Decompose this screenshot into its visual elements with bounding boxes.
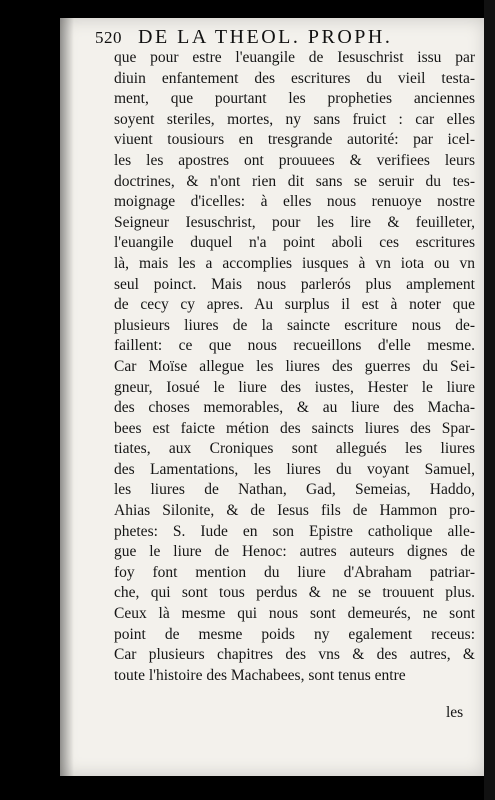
text-line: ment, que pourtant les propheties anciennes <box>114 90 475 108</box>
running-head: DE LA THEOL. PROPH. <box>138 26 393 48</box>
text-line: point de mesme poids ny egalement receus: <box>114 625 475 643</box>
text-line: les les apostres ont prouuees & verifiees leurs <box>114 151 475 169</box>
text-line: Car Moïse allegue les liures des guerres du Sei- <box>114 357 475 375</box>
text-line: de cecy cy apres. Au surplus il est à noter que <box>114 296 475 314</box>
text-line: plusieurs liures de la saincte escriture nous de- <box>114 316 475 334</box>
text-line: gneur, Iosué le liure des iustes, Hester le liure <box>114 378 475 396</box>
text-line: doctrines, & n'ont rien dit sans se seruir du tes- <box>114 172 475 190</box>
text-line: foy font mention du liure d'Abraham patriar- <box>114 563 475 581</box>
text-line: des Lamentations, les liures du voyant Samuel, <box>114 460 475 478</box>
text-line: bees est faicte métion des saincts liures des Spar- <box>114 419 475 437</box>
text-line: seul poinct. Mais nous parlerós plus amplement <box>114 275 475 293</box>
page-number: 520 <box>95 28 122 47</box>
text-line: les liures de Nathan, Gad, Semeias, Haddo, <box>114 481 475 499</box>
text-line: phetes: S. Iude en son Epistre catholique alle- <box>114 522 475 540</box>
text-line: que pour estre l'euangile de Iesuschrist issu par <box>114 49 475 66</box>
text-line: gue le liure de Henoc: autres auteurs dignes de <box>114 543 475 561</box>
text-line: tiates, aux Croniques sont allegués les liures <box>114 440 475 458</box>
text-line: l'euangile duquel n'a point aboli ces escritures <box>114 234 475 252</box>
text-line: che, qui sont tous perdus & ne se trouuent plus. <box>114 584 475 602</box>
body-text <box>114 48 475 686</box>
catchword: les <box>446 704 464 721</box>
text-line: moignage d'icelles: à elles nous renuoye nostre <box>114 193 475 211</box>
text-line: Car plusieurs chapitres des vns & des autres, & <box>114 646 475 664</box>
text-line: des choses memorables, & au liure des Macha- <box>114 399 475 417</box>
text-line: soyent steriles, mortes, ny sans fruict : car elles <box>114 110 475 128</box>
text-line: Ceux là mesme qui nous sont demeurés, ne sont <box>114 605 475 623</box>
text-line: viuent tousiours en tresgrande autorité: par icel- <box>114 131 475 149</box>
text-line: toute l'histoire des Machabees, sont tenus entre <box>114 666 406 684</box>
text-line: Seigneur Iesuschrist, pour les lire & feuilleter, <box>114 213 475 231</box>
text-line: là, mais les a accomplies iusques à vn iota ou vn <box>114 254 475 272</box>
gutter-shadow <box>60 18 74 776</box>
text-line: diuin enfantement des escritures du vieil testa- <box>114 69 475 87</box>
text-line: faillent: ce que nous recueillons d'elle mesme. <box>114 337 475 355</box>
page-edge <box>484 0 495 800</box>
text-line: Ahias Silonite, & de Iesus fils de Hammon pro- <box>114 502 475 520</box>
